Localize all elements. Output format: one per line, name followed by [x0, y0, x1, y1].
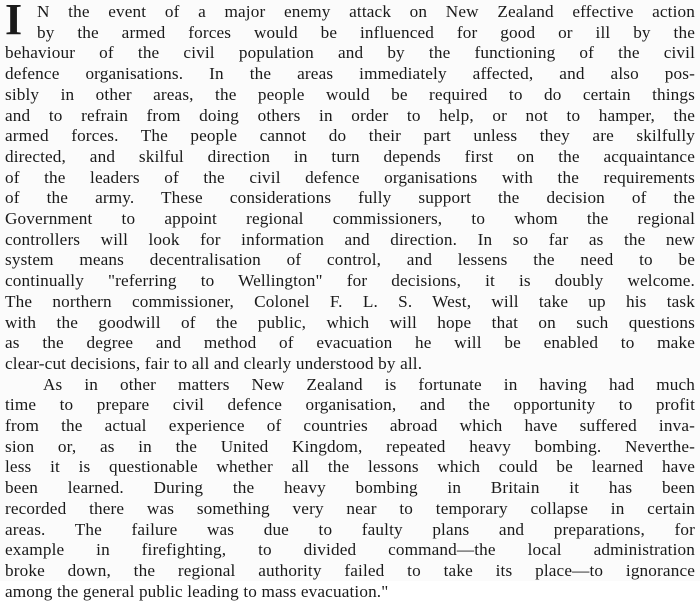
text-line: with the goodwill of the public, which will hope that on such questions [5, 312, 695, 332]
text-line: behaviour of the civil population and by the functioning of the civil [5, 43, 695, 63]
text-line: of the army. These considerations fully support the decision of the [5, 188, 695, 208]
drop-cap: I [5, 0, 23, 44]
text-line: sion or, as in the United Kingdom, repeated heavy bombing. Neverthe- [5, 436, 695, 456]
text-line: armed forces. The people cannot do their part unless they are skilfully [5, 126, 695, 146]
text-line: directed, and skilful direction in turn depends first on the acquaintance [5, 146, 695, 166]
text-line: areas. The failure was due to faulty plans and preparations, for [5, 519, 695, 539]
text-line: from the actual experience of countries abroad which have suffered inva- [5, 416, 695, 436]
text-line: As in other matters New Zealand is fortunate in having had much [43, 374, 695, 394]
text-line: broke down, the regional authority failed to take its place—to ignorance [5, 560, 695, 580]
text-line: been learned. During the heavy bombing in Britain it has been [5, 478, 695, 498]
paragraph-1 [5, 2, 695, 375]
text-line: recorded there was something very near to temporary collapse in certain [5, 498, 695, 518]
text-line: continually "referring to Wellington" for decisions, it is doubly welcome. [5, 271, 695, 291]
text-line: time to prepare civil defence organisation, and the opportunity to profit [5, 395, 695, 415]
text-line: sibly in other areas, the people would be required to do certain things [5, 84, 695, 104]
text-line: controllers will look for information and direction. In so far as the new [5, 229, 695, 249]
text-line: defence organisations. In the areas immediately affected, and also pos- [5, 64, 695, 84]
text-line: The northern commissioner, Colonel F. L. S. West, will take up his task [5, 291, 695, 311]
text-line: of the leaders of the civil defence organisations with the requirements [5, 167, 695, 187]
text-line: example in firefighting, to divided command—the local administration [5, 540, 695, 560]
text-line: less it is questionable whether all the lessons which could be learned have [5, 457, 695, 477]
text-line: Government to appoint regional commissioners, to whom the regional [5, 209, 695, 229]
text-line-content: N the event of a major enemy attack on New Zealand effective action [37, 2, 695, 21]
text-line: by the armed forces would be influenced for good or ill by the [37, 22, 695, 42]
text-line: system means decentralisation of control, and lessens the need to be [5, 250, 695, 270]
text-line: and to refrain from doing others in order to help, or not to hamper, the [5, 105, 695, 125]
text-line: among the general public leading to mass evacuation." [5, 581, 389, 601]
paragraph-2 [5, 375, 695, 602]
text-line: as the degree and method of evacuation he will be enabled to make [5, 333, 695, 353]
text-line: clear-cut decisions, fair to all and clearly understood by all. [5, 353, 423, 373]
